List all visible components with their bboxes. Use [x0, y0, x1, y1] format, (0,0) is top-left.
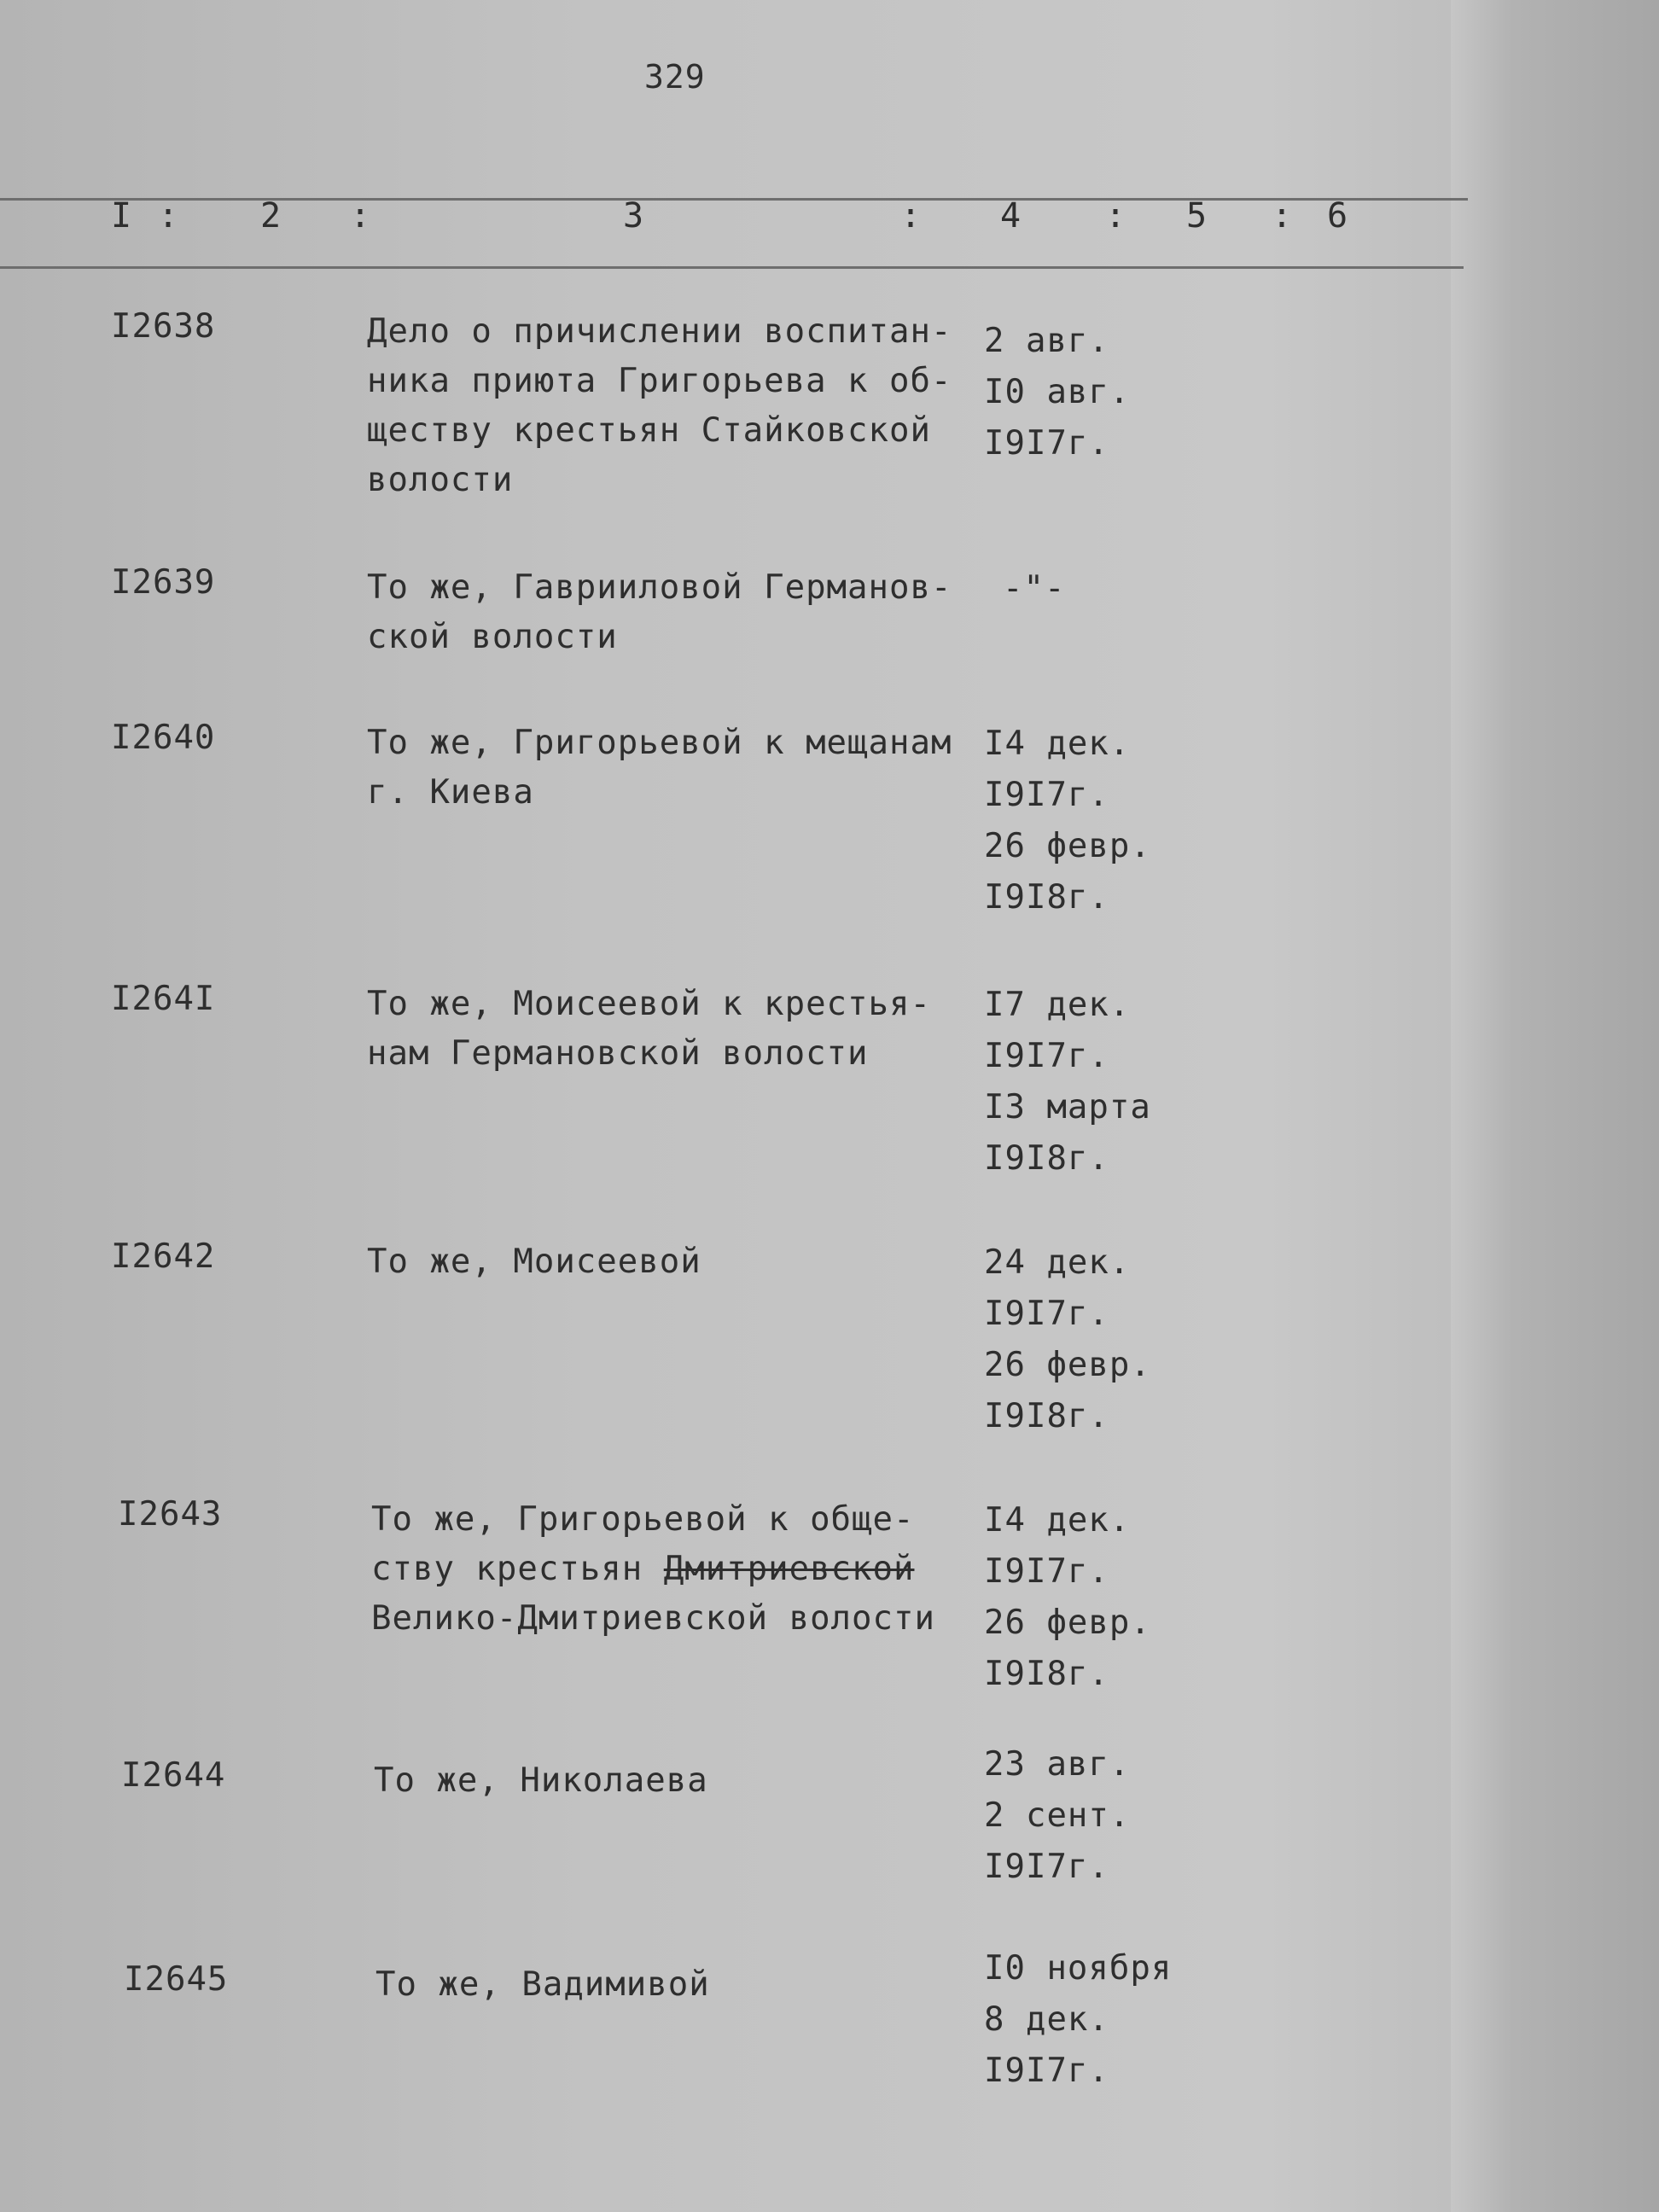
file-dates: 23 авг. 2 сент. I9I7г. [984, 1745, 1131, 1886]
file-dates: I7 дек. I9I7г. I3 марта I9I8г. [984, 986, 1151, 1178]
file-dates: 24 дек. I9I7г. 26 февр. I9I8г. [984, 1243, 1151, 1435]
column-separator: : [350, 196, 371, 236]
header-rule-top [0, 198, 1468, 201]
file-number: I2645 [124, 1960, 229, 1999]
column-header-6: 6 [1327, 196, 1348, 236]
struck-out-text: Дмитриевской [663, 1550, 915, 1588]
file-number: I2639 [111, 563, 216, 602]
file-number: I264I [111, 980, 216, 1018]
column-header-2: 2 [260, 196, 282, 236]
header-rule-bottom [0, 266, 1464, 269]
file-description: То же, Моисеевой к крестья- нам Германовской волости [367, 985, 931, 1073]
file-description: То же, Григорьевой к мещанам г. Киева [367, 724, 952, 812]
page-number: 329 [644, 58, 706, 96]
column-separator: : [1272, 196, 1293, 236]
column-header-3: 3 [623, 196, 644, 236]
file-description: То же, Николаева [374, 1761, 708, 1800]
column-separator: : [900, 196, 922, 236]
column-separator: : [158, 196, 179, 236]
file-dates: -"- [1003, 569, 1066, 608]
column-header-1: I [111, 196, 132, 236]
file-number: I2640 [111, 719, 216, 757]
file-description: То же, Моисеевой [367, 1243, 701, 1281]
file-description: Дело о причислении воспитан- ника приюта Григорьева к об- ществу крестьян Стайковской волости [367, 312, 952, 499]
column-header-4: 4 [1000, 196, 1022, 236]
file-description: То же, Гаврииловой Германов- ской волости [367, 568, 952, 656]
paper-shadow-edge [1451, 0, 1659, 2212]
column-separator: : [1105, 196, 1126, 236]
file-description: То же, Вадимивой [375, 1965, 710, 2004]
file-dates: I4 дек. I9I7г. 26 февр. I9I8г. [984, 1501, 1151, 1693]
file-number: I2638 [111, 307, 216, 346]
file-number: I2642 [111, 1237, 216, 1276]
file-dates: I0 ноября 8 дек. I9I7г. [984, 1949, 1173, 2090]
column-header-5: 5 [1186, 196, 1208, 236]
file-description: То же, Григорьевой к обще- ству крестьян Дмитриевской Великo-Дмитриевской волости [371, 1500, 935, 1638]
file-dates: I4 дек. I9I7г. 26 февр. I9I8г. [984, 725, 1151, 917]
file-dates: 2 авг. I0 авг. I9I7г. [984, 322, 1131, 463]
file-number: I2644 [121, 1756, 226, 1795]
file-number: I2643 [118, 1495, 223, 1534]
